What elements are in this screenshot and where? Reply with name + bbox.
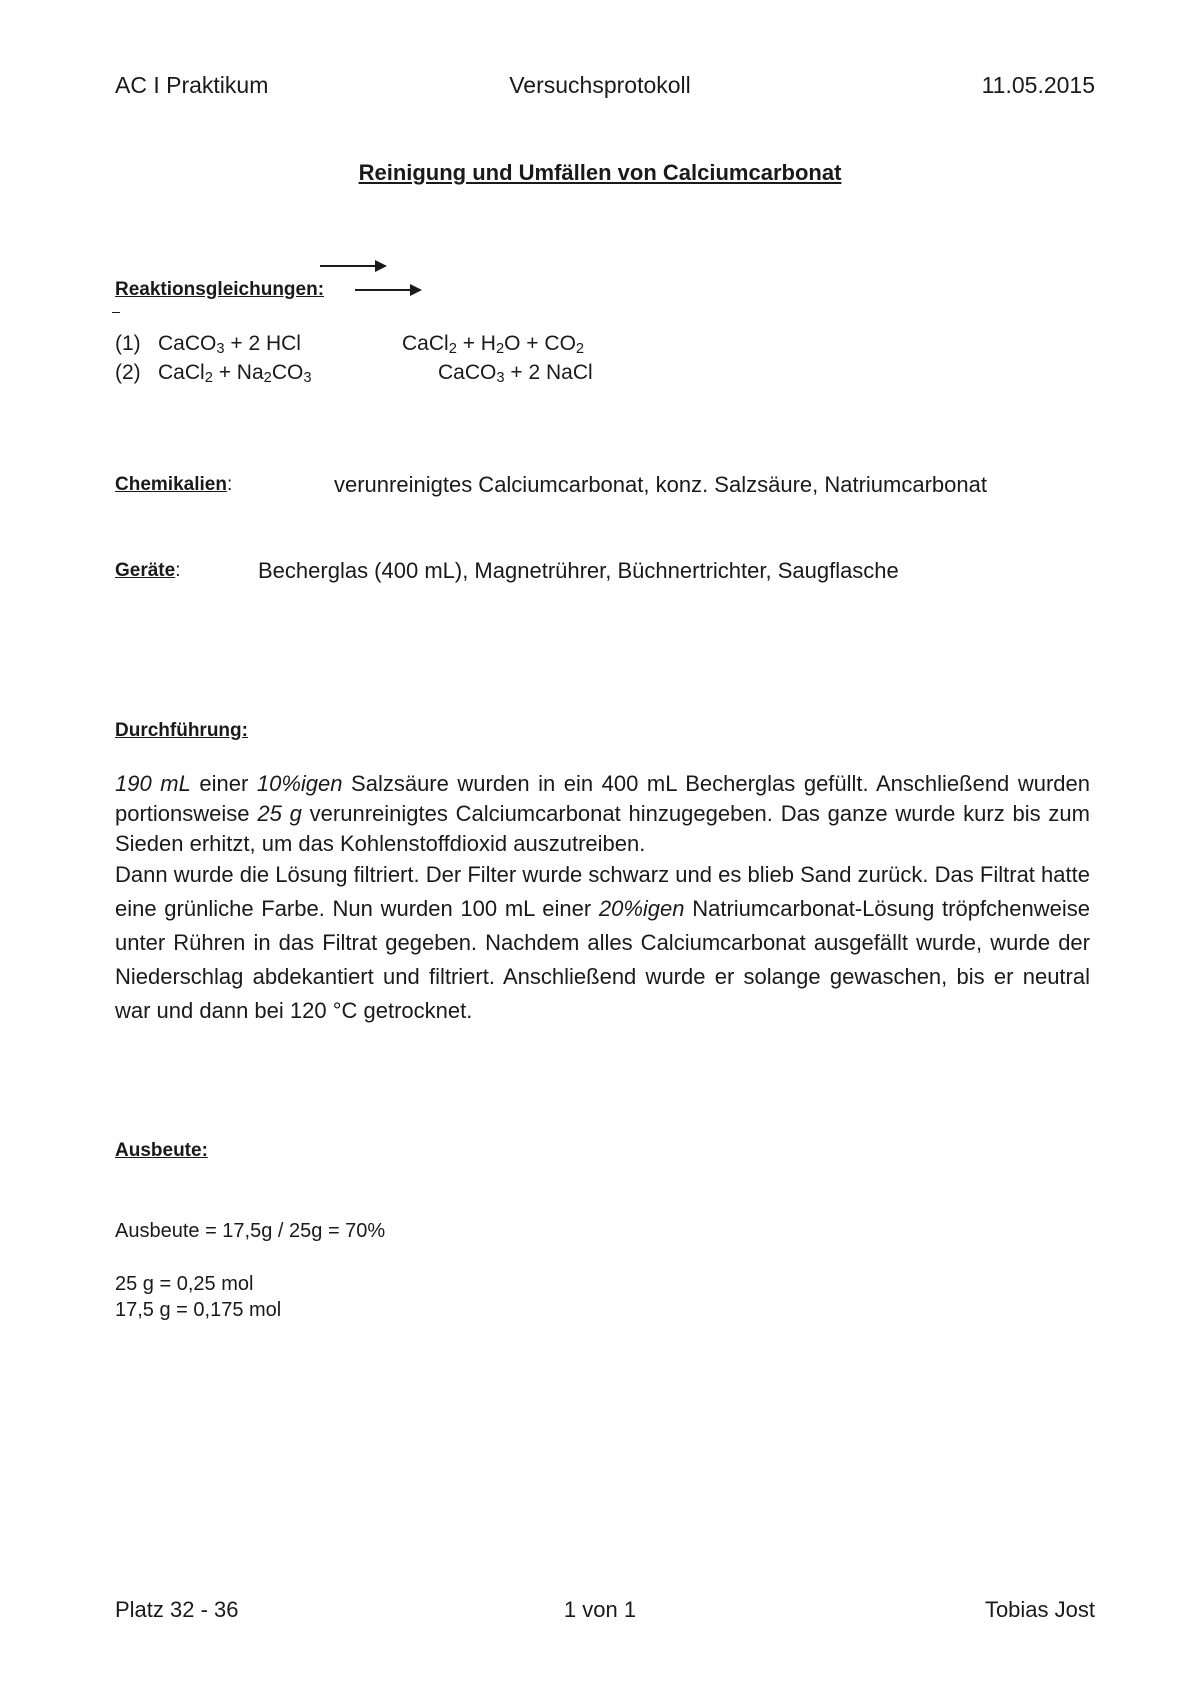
yield-label: Ausbeute:	[115, 1140, 208, 1161]
equation-1-reactants: CaCO$_3$ + 2 HCl	[158, 332, 301, 357]
reaction-arrow-icon	[355, 289, 420, 291]
stray-mark	[112, 312, 120, 313]
yield-mol-1: 25 g = 0,25 mol	[115, 1273, 254, 1295]
footer-author: Tobias Jost	[984, 1597, 1095, 1622]
chemicals-label: Chemikalien:	[115, 474, 233, 495]
equation-2-reactants: CaCl$_2$ + $Na_2CO_3$	[158, 361, 312, 386]
header-course: AC I Praktikum	[115, 72, 269, 98]
equation-2-products: CaCO$_3$ + 2 NaCl	[438, 361, 593, 386]
yield-formula: Ausbeute = 17,5g / 25g = 70%	[115, 1220, 386, 1242]
procedure-paragraph-2: Dann wurde die Lösung filtriert. Der Filter wurde schwarz und es blieb Sand zurück. Das Filtrat hatte eine grünliche Farbe. Nun wurden 100 mL einer 20%igen Natriumcarbonat-Lösung tröpfchenweise unter Rühren in das Filtrat gegeben. Nachdem alles Calciumcarbonat ausgefällt wurde, wurde der Niederschlag abdekantiert und filtriert. Anschließend wurde er solange gewaschen, bis er neutral war und dann bei 120 °C getrocknet.	[115, 862, 1090, 1023]
procedure-label: Durchführung:	[115, 720, 248, 741]
header-date: 11.05.2015	[981, 72, 1095, 98]
equation-1-number: (1)	[115, 332, 141, 355]
procedure-paragraph-1: 190 mL einer 10%igen Salzsäure wurden in ein 400 mL Becherglas gefüllt. Anschließend wurden portionsweise 25 g verunreinigtes Calciumcarbonat hinzugegeben. Das ganze wurde kurz bis zum Sieden erhitzt, um das Kohlenstoffdioxid auszutreiben.	[115, 771, 1090, 856]
reactions-label: Reaktionsgleichungen:	[115, 279, 325, 300]
equipment-list: Becherglas (400 mL), Magnetrührer, Büchnertrichter, Saugflasche	[258, 558, 899, 583]
header-doc-type: Versuchsprotokoll	[509, 72, 691, 98]
equipment-label: Geräte:	[115, 560, 181, 581]
chemicals-list: verunreinigtes Calciumcarbonat, konz. Salzsäure, Natriumcarbonat	[334, 472, 987, 497]
footer-seat: Platz 32 - 36	[115, 1597, 239, 1622]
footer-page-number: 1 von 1	[563, 1597, 637, 1622]
reaction-arrow-icon	[320, 265, 385, 267]
yield-mol-2: 17,5 g = 0,175 mol	[115, 1299, 282, 1321]
page-title: Reinigung und Umfällen von Calciumcarbonat	[358, 160, 842, 185]
equation-1-products: CaCl$_2$ + $H_2O + CO_2$	[402, 332, 585, 357]
equation-2-number: (2)	[115, 361, 141, 384]
